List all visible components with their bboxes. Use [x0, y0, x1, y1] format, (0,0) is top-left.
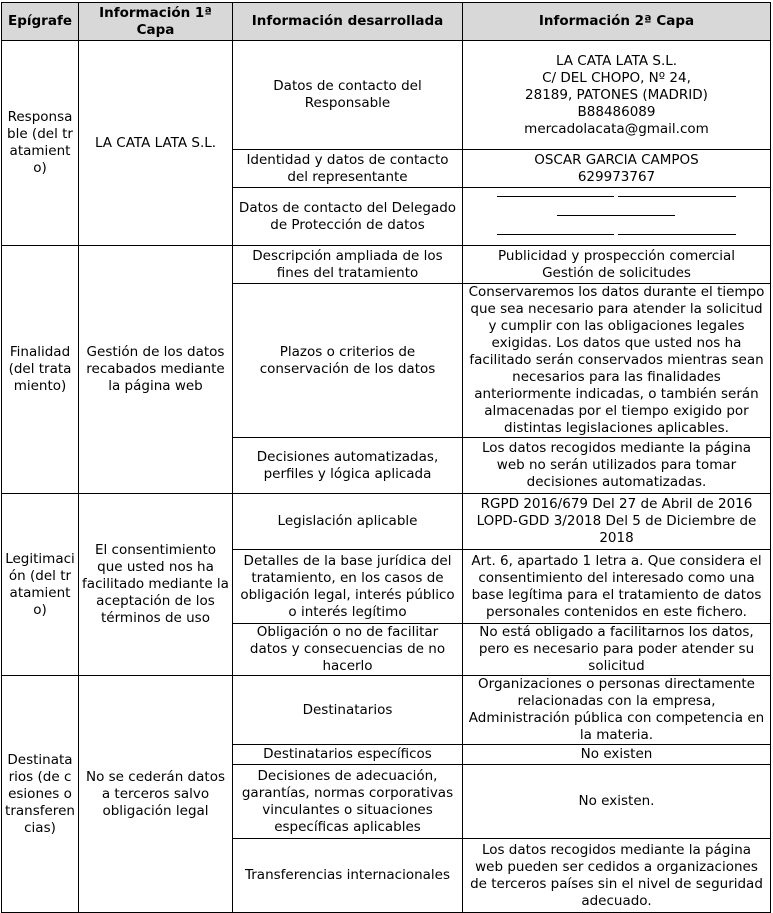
representative-phone: 629973767 [577, 168, 656, 185]
blank-line [466, 226, 767, 245]
row-title: Plazos o criterios de conservación de los datos [233, 284, 463, 438]
section-label-destinatarios: Destinatarios (de cesiones o transferencias) [2, 676, 79, 913]
purposes [463, 246, 771, 284]
company-name: LA CATA LATA S.L. [555, 52, 678, 69]
row-detail: Los datos recogidos mediante la página web no serán utilizados para tomar decisiones automatizadas. [463, 438, 771, 494]
section-label-responsable: Responsable (del tratamiento) [2, 41, 79, 246]
purpose-item: Gestión de solicitudes [542, 264, 691, 281]
row-detail: Art. 6, apartado 1 letra a. Que considera el consentimiento del interesado como una base legítima para el tratamiento de datos personales contenidos en este fichero. [463, 550, 771, 624]
table-row [2, 494, 771, 550]
row-title: Identidad y datos de contacto del representante [233, 150, 463, 188]
representative-name: OSCAR GARCIA CAMPOS [534, 151, 699, 168]
table-row [2, 246, 771, 284]
row-title: Datos de contacto del Delegado de Protección de datos [233, 188, 463, 246]
row-title: Decisiones automatizadas, perfiles y lógica aplicada [233, 438, 463, 494]
header-capa2: Información 2ª Capa [463, 3, 771, 41]
row-title: Decisiones de adecuación, garantías, normas corporativas vinculantes o situaciones específicas aplicables [233, 765, 463, 839]
capa1-legitimacion: El consentimiento que usted nos ha facilitado mediante la aceptación de los términos de uso [79, 494, 233, 676]
table-row [2, 676, 771, 745]
row-title: Legislación aplicable [233, 494, 463, 550]
purpose-item: Publicidad y prospección comercial [498, 247, 735, 264]
row-title: Descripción ampliada de los fines del tratamiento [233, 246, 463, 284]
row-title: Obligación o no de facilitar datos y consecuencias de no hacerlo [233, 624, 463, 676]
row-title: Transferencias internacionales [233, 839, 463, 913]
privacy-info-table [1, 2, 771, 913]
row-title: Detalles de la base jurídica del tratamiento, en los casos de obligación legal, interés público o interés legítimo [233, 550, 463, 624]
company-city: 28189, PATONES (MADRID) [525, 86, 708, 103]
section-label-finalidad: Finalidad (del tratamiento) [2, 246, 79, 494]
dpo-blank-lines [463, 188, 771, 246]
company-street: C/ DEL CHOPO, Nº 24, [542, 69, 691, 86]
blank-line [466, 207, 767, 226]
table-row [2, 41, 771, 150]
row-detail: Organizaciones o personas directamente relacionadas con la empresa, Administración pública con competencia en la materia. [463, 676, 771, 745]
company-email: mercadolacata@gmail.com [524, 120, 709, 137]
row-detail: Los datos recogidos mediante la página web pueden ser cedidos a organizaciones de terceros países sin el nivel de seguridad adecuado. [463, 839, 771, 913]
capa1-destinatarios: No se cederán datos a terceros salvo obligación legal [79, 676, 233, 913]
row-detail: RGPD 2016/679 Del 27 de Abril de 2016 LOPD-GDD 3/2018 Del 5 de Diciembre de 2018 [463, 494, 771, 550]
row-detail: No existen. [463, 765, 771, 839]
row-detail: No existen [463, 745, 771, 765]
header-capa1: Información 1ª Capa [79, 3, 233, 41]
row-title: Destinatarios específicos [233, 745, 463, 765]
row-title: Datos de contacto del Responsable [233, 41, 463, 150]
section-label-legitimacion: Legitimación (del tratamiento) [2, 494, 79, 676]
row-detail: Conservaremos los datos durante el tiempo que sea necesario para atender la solicitud y cumplir con las obligaciones legales exigidas. Los datos que usted nos ha facilitado serán conservados mientras sean necesarios para las finalidades anteriormente indicadas, o también serán almacenadas por el tiempo exigido por distintas legislaciones aplicables. [463, 284, 771, 438]
capa1-responsable: LA CATA LATA S.L. [79, 41, 233, 246]
capa1-finalidad: Gestión de los datos recabados mediante la página web [79, 246, 233, 494]
header-epigrafe: Epígrafe [2, 3, 79, 41]
header-row [2, 3, 771, 41]
representative-details [463, 150, 771, 188]
contact-details [463, 41, 771, 150]
row-title: Destinatarios [233, 676, 463, 745]
blank-line [466, 188, 767, 207]
company-tax-id: B88486089 [577, 103, 656, 120]
header-desarrollada: Información desarrollada [233, 3, 463, 41]
row-detail: No está obligado a facilitarnos los datos, pero es necesario para poder atender su solicitud [463, 624, 771, 676]
